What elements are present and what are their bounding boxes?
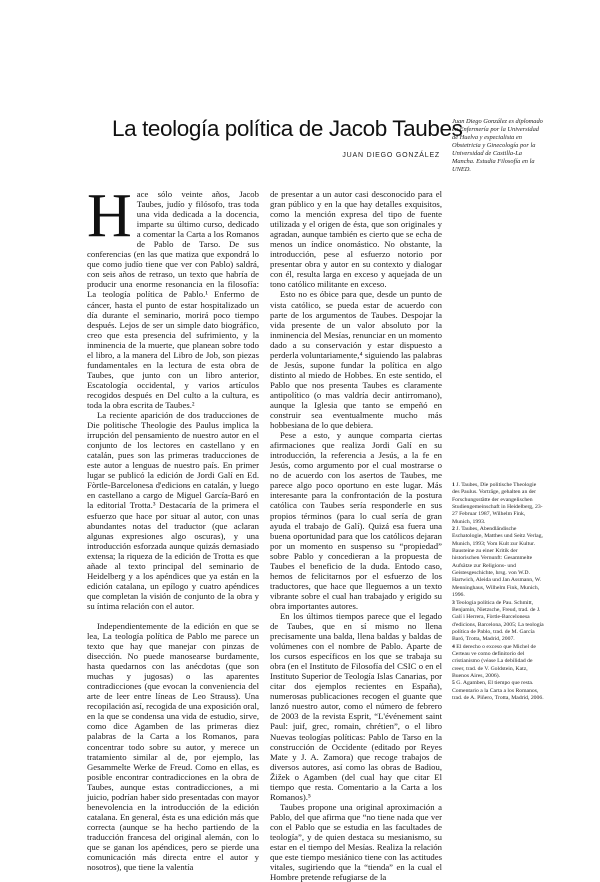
article-column-right [270,189,442,882]
footnote: 5 G. Agamben, El tiempo que resta. Comentario a la Carta a los Romanos, trad. de A. Piñero, Trotta, Madrid, 2006. [452,680,544,701]
author-bio: Juan Diego González es diplomado en Enfermería por la Universidad de Huelva y especialista en Obstetricia y Ginecología por la Universidad de Castilla-La Mancha. Estudia Filosofía en la UNED. [452,118,543,173]
article-paragraph: Independientemente de la edición en que se lea, La teología política de Pablo me parece un texto que hay que manejar con pinzas de disección. No puede manosearse burdamente, hasta quedarnos con las anécdotas (que son muchas y jugosas) o las aparentes contradicciones (que evocan la conveniencia del arte de leer entre líneas de Leo Strauss). Una recopilación así, recogida de una exposición oral, en la que se condensa una vida de estudio, sirve, como dice Agamben de las primeras diez palabras de la Carta a los Romanos, para concentrar todo sobre su autor, y merece un tratamiento similar al de, por ejemplo, las Gesammelte Werke de Freud. Como en ellas, es posible encontrar contradicciones en la obra de Taubes, aunque estas contradicciones, a mi juicio, podrían haber sido presentadas con mayor benevolencia en la introducción de la edición catalana. En general, ésta es una edición más que correcta (aunque se ha hecho partiendo de la traducción francesa del original alemán, con lo que se ganan los apéndices, pero se pierde una comunicación más directa entre el autor y nosotros), que tiene la valentía [87,620,259,873]
article-author: JUAN DIEGO GONZÁLEZ [342,152,440,159]
article-paragraph: Hace sólo veinte años, Jacob Taubes, judío y filósofo, tras toda una vida dedicada a la docencia, imparte su último curso, dedicado a comentar la Carta a los Romanos de Pablo de Tarso. De sus conferencias (en las que matiza que expondrá lo que como judío tiene que ver con Pablo) saldrá, con seis años de retraso, un texto que habría de producir una enorme resonancia en la filosofía: La teología política de Pablo.¹ Enfermo de cáncer, hasta el punto de estar hospitalizado un día durante el seminario, morirá poco tiempo después. Lejos de ser un simple dato biográfico, creo que esta presencia del sufrimiento, y la inminencia de la muerte, que planean sobre todo el libro, a la manera del Libro de Job, son piezas fundamentales en la lectura de esta obra de Taubes, que junto con un libro anterior, Escatología occidental, y varios artículos recogidos después en Del culto a la cultura, es toda la obra escrita de Taubes.² [87,182,259,410]
article-paragraph: Pese a esto, y aunque comparta ciertas afirmaciones que realiza Jordi Galí en su introducción, la referencia a Jesús, a la fe en Jesús, como argumento por el cual mostrarse o no de acuerdo con los asertos de Taubes, me parece algo poco oportuno en este lugar. Más interesante para la confrontación de la postura católica con Taubes sería responderle en sus propios términos (para lo cual sería de gran ayuda el trabajo de Galí). Quizá esa fuera una buena oportunidad para que los católicos dejaran por un momento en suspenso su “propiedad” sobre Pablo y concedieran a la propuesta de Taubes el beneficio de la duda. Entodo caso, hemos de felicitarnos por el esfuerzo de los traductores, que hace que lleguemos a un texto vibrante sobre el cual han trabajado y erigido su obra importantes autores. [270,430,442,611]
footnote: 3 Teologia política de Pau. Schmitt, Benjamin, Nietzsche, Freud, trad. de J. Galí i Herrera, Fòrtle-Barcelonesa d'edicions, Barcelona, 2005; La teología política de Pablo, trad. de M. García Baró, Trotta, Madrid, 2007. [452,599,544,643]
article-paragraph: Esto no es óbice para que, desde un punto de vista católico, se pueda estar de acuerdo con parte de los argumentos de Taubes. Despojar la vida presente de un valor absoluto por la inminencia del Mesías, renunciar en un momento dado a su conservación y estar dispuesto a perderla voluntariamente,⁴ siguiendo las palabras de Jesús, supone fundar la política en algo distinto al miedo de Hobbes. En este sentido, el Pablo que nos presenta Taubes es claramente antipolítico (o mas valdría decir antirromano), aunque la Iglesia que tanto se empeñó en construir sea eventualmente mucho más hobbesiana de lo que debiera. [270,289,442,431]
footnote: 2 J. Taubes, Abendländische Eschatologie, Matthes und Seitz Verlag, Munich, 1993; Vom Kult zur Kultur. Bausteine zu einer Kritik der historischen Vernunft: Gesammelte Aufsätze zur Religions- und Geistesgeschichte, hrsg. von W.D. Hartwich, Aleida und Jan Assmann, W. Menninghaus, Wilhelm Fink, Munich, 1996. [452,526,543,599]
article-column-left [87,182,259,873]
footnotes [452,482,544,702]
article-paragraph: La reciente aparición de dos traducciones de Die politische Theologie des Paulus implica la irrupción del pensamiento de nuestro autor en el conjunto de los lectores en castellano y en catalán, pues son las primeras traducciones de este autor a lenguas de nuestro país. En primer lugar se publicó la edición de Jordi Galí en Ed. Fòrtle-Barcelonesa d'edicions en catalán, y luego en castellano a cargo de Miguel García-Baró en la editorial Trotta.³ Destacaría de la primera el esfuerzo que hace por situar al autor, con unas abundantes notas del traductor (que aclaran algunas expresiones algo oscuras), y una introducción esforzada aunque quizás demasiado extensa; la riqueza de la edición de Trotta es que añade al texto principal del seminario de Heidelberg y a los apéndices que ya están en la edición catalana, un epílogo y cuatro apéndices que completan la visión de conjunto de la obra y su íntima relación con el autor. [87,410,259,611]
footnote: 4 El derecho o exceso que Michel de Certeau ve como definitorio del cristianismo (véase La debilidad de creer, trad. de V. Goldstein, Katz, Buenos Aires, 2006). [452,643,536,679]
article-title: La teología política de Jacob Taubes [112,116,463,141]
article-paragraph: En los últimos tiempos parece que el legado de Taubes, que en sí mismo no llena precisamente una balda, llena baldas y baldas de volúmenes con el nombre de Pablo. Aparte de los cursos específicos en los que se trabaja su obra (en el Instituto de Filosofía del CSIC o en el Instituto Superior de Teología Islas Canarias, por citar dos ejemplos recientes en España), numerosas publicaciones recogen el guante que lanzó nuestro autor, como el número de febrero de 2003 de la revista Esprit, “L'événement saint Paul: juif, grec, romain, chrétien”, o el libro Nuevas teologías políticas: Pablo de Tarso en la construcción de Occidente (editado por Reyes Mate y J. A. Zamora) que recoge trabajos de diversos autores, así como las obras de Badiou, Žižek o Agamben (del cual hay que citar El tiempo que resta. Comentario a la Carta a los Romanos).⁵ [270,610,442,802]
article-paragraph: Taubes propone una original aproximación a Pablo, del que afirma que “no tiene nada que ver con el Pablo que se estudia en las facultades de teología”, y de quien destaca su mesianismo, su estar en el tiempo del Mesías. Realiza la relación que este tiempo mesiánico tiene con las actitudes vitales, sugiriendo que la “tienda” en la cual el Hombre pretende refugiarse de la [270,801,442,882]
article-paragraph: de presentar a un autor casi desconocido para el gran público y en la que hay detalles exquisitos, como la mención expresa del tipo de fuente utilizada y el origen de ésta, que son originales y agradan, aunque también es cierto que se echa de menos un índice onomástico. No obstante, la introducción, pese al esfuerzo notorio por presentar obra y autor en su contexto y dialogar con él, resulta larga en exceso y aquejada de un tono católico militante en exceso. [270,189,442,290]
footnote: 1 J. Taubes, Die politische Theologie des Paulus. Vorträge, gehalten an der Forschungsstätte der evangelischen Studiengemeinschaft in Heidelberg, 23-27 Februar 1987, Wilhelm Fink, Munich, 1993. [452,482,543,525]
drop-cap: H [87,182,132,250]
